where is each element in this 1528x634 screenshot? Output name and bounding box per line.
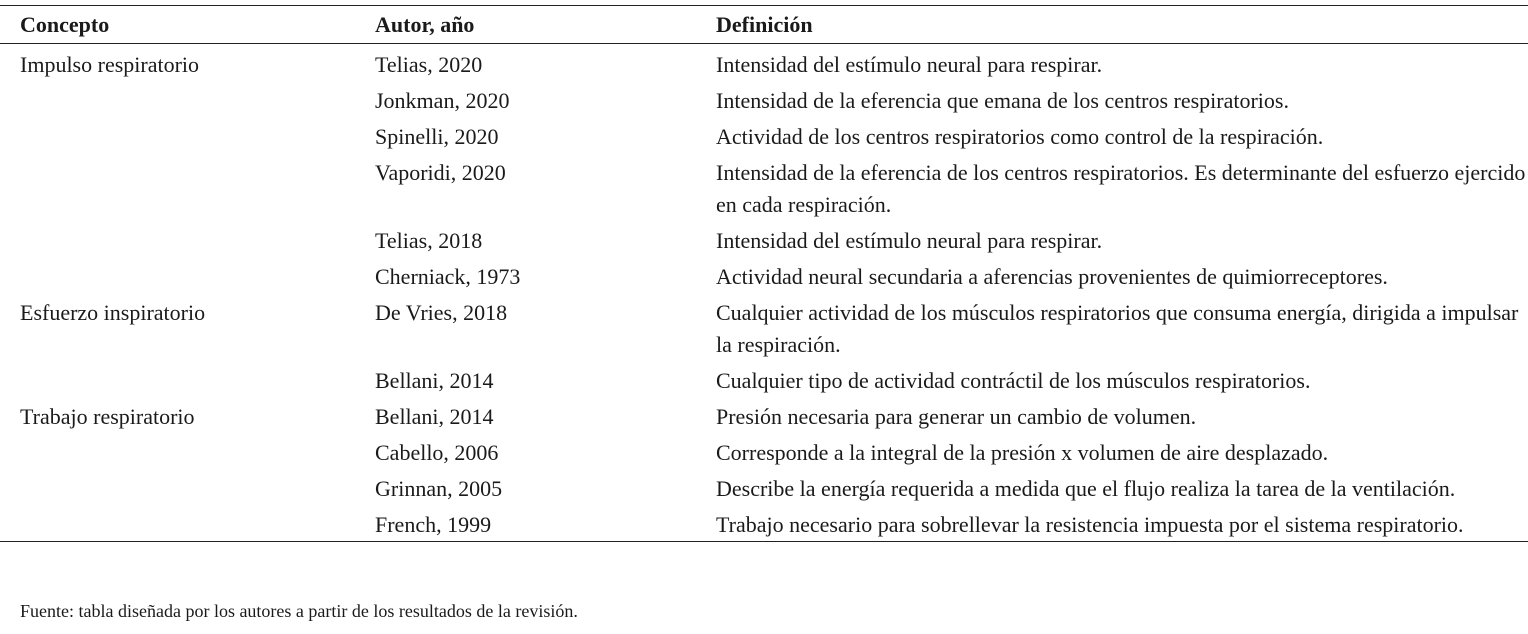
cell-concept: [0, 120, 375, 156]
table-row: [0, 156, 1528, 224]
table-row: [0, 508, 1528, 542]
cell-concept: [0, 508, 375, 542]
cell-concept: [0, 224, 375, 260]
definitions-table-container: [0, 5, 1528, 542]
table-row: [0, 120, 1528, 156]
cell-definition: Describe la energía requerida a medida que el flujo realiza la tarea de la ventilación.: [716, 476, 1456, 501]
table-row: [0, 224, 1528, 260]
cell-concept: [0, 364, 375, 400]
cell-author: French, 1999: [375, 508, 716, 542]
cell-author: Spinelli, 2020: [375, 124, 499, 149]
cell-concept: [0, 260, 375, 296]
cell-concept: Trabajo respiratorio: [20, 404, 195, 429]
definitions-table: [0, 5, 1528, 542]
cell-definition: Intensidad de la eferencia de los centros respiratorios. Es determinante del esfuerzo ejercido en cada respiración.: [716, 160, 1526, 217]
header-concepto: Concepto: [0, 6, 375, 44]
cell-definition: Corresponde a la integral de la presión x volumen de aire desplazado.: [716, 440, 1329, 465]
table-header-row: [0, 6, 1528, 44]
header-definicion: Definición: [716, 6, 1528, 44]
cell-author: Jonkman, 2020: [375, 88, 510, 113]
cell-definition: Intensidad del estímulo neural para respirar.: [716, 52, 1103, 77]
cell-definition: Presión necesaria para generar un cambio de volumen.: [716, 404, 1197, 429]
cell-author: Cherniack, 1973: [375, 264, 521, 289]
cell-definition: Cualquier actividad de los músculos respiratorios que consuma energía, dirigida a impulsar la respiración.: [716, 300, 1519, 357]
cell-concept: [0, 472, 375, 508]
cell-definition: Intensidad del estímulo neural para respirar.: [716, 228, 1103, 253]
table-row: [0, 472, 1528, 508]
table-row: [0, 84, 1528, 120]
cell-author: Bellani, 2014: [375, 368, 494, 393]
cell-author: De Vries, 2018: [375, 300, 508, 325]
table-row: [0, 400, 1528, 436]
header-autor-ano: Autor, año: [375, 6, 716, 44]
cell-definition: Actividad de los centros respiratorios como control de la respiración.: [716, 124, 1324, 149]
cell-concept: Impulso respiratorio: [20, 52, 200, 77]
cell-concept: [0, 156, 375, 224]
cell-definition: Actividad neural secundaria a aferencias provenientes de quimiorreceptores.: [716, 264, 1388, 289]
table-row: [0, 296, 1528, 364]
cell-author: Bellani, 2014: [375, 404, 494, 429]
cell-author: Grinnan, 2005: [375, 476, 503, 501]
cell-author: Cabello, 2006: [375, 440, 499, 465]
cell-concept: [0, 84, 375, 120]
cell-author: Vaporidi, 2020: [375, 160, 506, 185]
table-row: [0, 364, 1528, 400]
table-row: [0, 260, 1528, 296]
cell-definition: Cualquier tipo de actividad contráctil de los músculos respiratorios.: [716, 368, 1311, 393]
cell-concept: [0, 436, 375, 472]
cell-author: Telias, 2018: [375, 228, 483, 253]
cell-concept: Esfuerzo inspiratorio: [20, 300, 206, 325]
cell-author: Telias, 2020: [375, 52, 483, 77]
table-row: [0, 436, 1528, 472]
cell-definition: Intensidad de la eferencia que emana de los centros respiratorios.: [716, 88, 1289, 113]
cell-definition: Trabajo necesario para sobrellevar la resistencia impuesta por el sistema respiratorio.: [716, 508, 1528, 542]
source-note: Fuente: tabla diseñada por los autores a partir de los resultados de la revisión.: [20, 601, 578, 621]
table-row: [0, 44, 1528, 85]
